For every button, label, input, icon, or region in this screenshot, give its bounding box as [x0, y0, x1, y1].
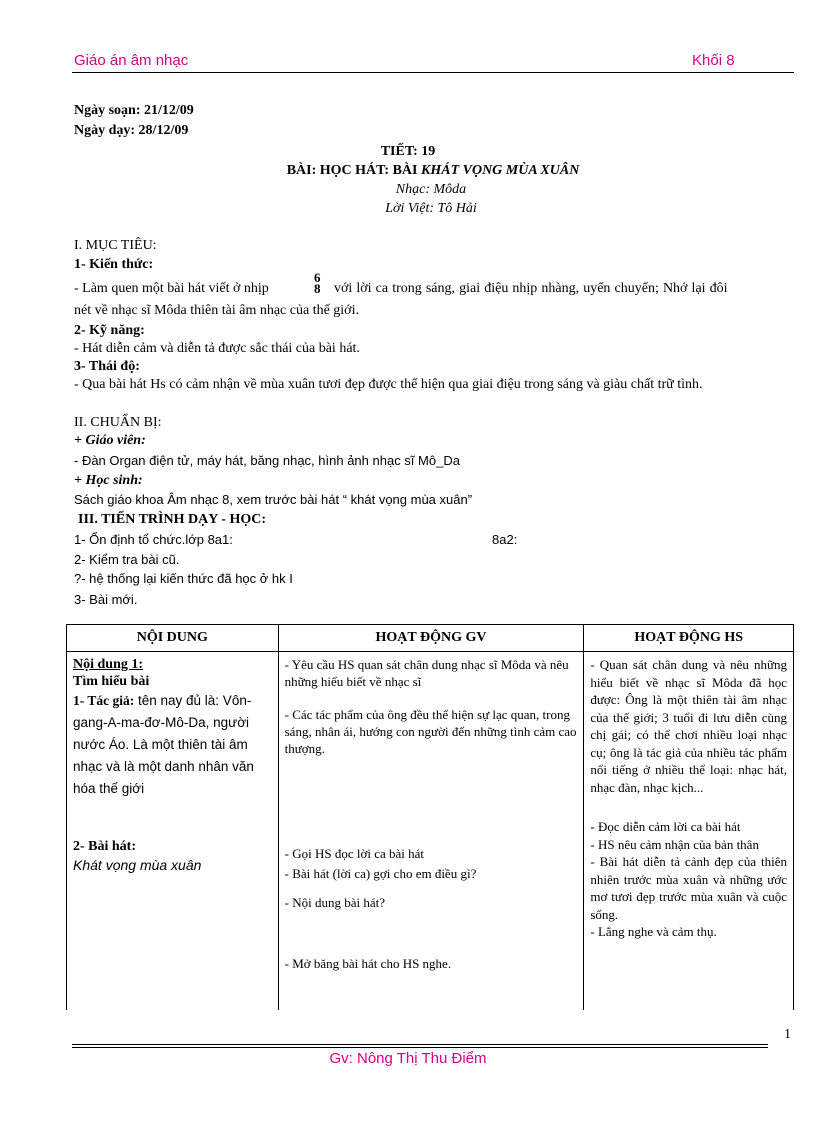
teacher-heading: + Giáo viên: — [74, 433, 146, 448]
teacher-text: - Đàn Organ điện tử, máy hát, băng nhạc, hình ảnh nhạc sĩ Mô_Da — [74, 453, 460, 468]
content-cell — [67, 652, 279, 1011]
date-taught: Ngày dạy: 28/12/09 — [74, 123, 189, 138]
footer-divider-2 — [72, 1047, 768, 1048]
process-step1: 1- Ổn định tổ chức.lớp 8a1: — [74, 532, 233, 547]
song-name: Khát vọng mùa xuân — [73, 857, 202, 873]
teacher-activity-f: - Mở băng bài hát cho HS nghe. — [284, 956, 452, 971]
date-prepared: Ngày soạn: 21/12/09 — [74, 103, 194, 118]
teacher-activity-e: - Nội dung bài hát? — [284, 895, 385, 910]
content-title: Nội dung 1: — [73, 657, 144, 672]
teacher-activity-a: - Yêu cầu HS quan sát chân dung nhạc sĩ Môda và nêu những hiểu biết về nhạc sĩ — [284, 657, 569, 689]
footer-divider — [72, 1044, 768, 1045]
skills-text: - Hát diễn cảm và diễn tả được sắc thái của bài hát. — [74, 341, 360, 356]
teacher-activity-c: - Gọi HS đọc lời ca bài hát — [284, 846, 424, 861]
teacher-activity-d: - Bài hát (lời ca) gợi cho em điều gì? — [284, 866, 477, 881]
author-text: tên nay đủ là: Vôn-gang-A-ma-đơ-Mô-Da, người nước Áo. Là một thiên tài âm nhạc và là một danh nhân văn hóa thế giới — [73, 693, 254, 796]
table-header-row — [67, 625, 794, 652]
lesson-table — [66, 624, 794, 1010]
header-student-activity: HOẠT ĐỘNG HS — [584, 625, 794, 652]
student-activity-e: - Lắng nghe và cảm thụ. — [590, 924, 717, 939]
knowledge-heading: 1- Kiến thức: — [74, 257, 154, 272]
time-signature-bottom: 8 — [314, 281, 321, 296]
process-step2b: ?- hệ thống lại kiến thức đã học ở hk I — [74, 571, 293, 586]
student-heading: + Học sinh: — [74, 473, 143, 488]
lesson-prefix: BÀI: HỌC HÁT: BÀI — [286, 163, 421, 178]
student-activity-cell — [584, 652, 794, 1011]
song-title: KHÁT VỌNG MÙA XUÂN — [421, 163, 580, 178]
header-left: Giáo án âm nhạc — [74, 52, 189, 69]
page-number: 1 — [784, 1027, 791, 1042]
content-subtitle: Tìm hiểu bài — [73, 674, 150, 689]
author-paragraph — [73, 690, 272, 800]
header-teacher-activity: HOẠT ĐỘNG GV — [278, 625, 584, 652]
time-signature-top: 6 — [314, 270, 321, 285]
student-text: Sách giáo khoa Âm nhạc 8, xem trước bài hát “ khát vọng mùa xuân” — [74, 492, 473, 507]
process-step1-class2: 8a2: — [492, 532, 518, 547]
knowledge-text-c: nét về nhạc sĩ Môda thiên tài âm nhạc của thế giới. — [74, 303, 359, 318]
process-heading: III. TIẾN TRÌNH DẠY - HỌC: — [78, 512, 266, 527]
song-label: 2- Bài hát: — [73, 839, 136, 854]
knowledge-text-b: với lời ca trong sáng, giai điệu nhịp nhàng, uyển chuyển; Nhớ lại đôi — [334, 281, 728, 296]
preparation-heading: II. CHUẨN BỊ: — [74, 415, 162, 430]
time-signature — [314, 272, 321, 294]
student-activity-a: - Quan sát chân dung và nêu những hiểu biết về nhạc sĩ Môda đã học được: Ông là một thiên tài âm nhạc của thế giới; 3 tuổi đi lưu diễn cùng chị gái; có thể chơi nhiều loại nhạc cụ; ông là tác giả của nhiều tác phẩm nổi tiếng ở nhiều thể loại: nhạc hát, nhạc đàn, nhạc kịch... — [590, 657, 787, 795]
student-activity-b: - Đọc diễn cảm lời ca bài hát — [590, 819, 741, 834]
knowledge-text-a: - Làm quen một bài hát viết ở nhịp — [74, 281, 269, 296]
objectives-heading: I. MỤC TIÊU: — [74, 238, 157, 253]
attitude-text: - Qua bài hát Hs có cảm nhận về mùa xuân tươi đẹp được thể hiện qua giai điệu trong sáng và giàu chất trữ tình. — [74, 377, 703, 392]
process-step3: 3- Bài mới. — [74, 592, 138, 607]
skills-heading: 2- Kỹ năng: — [74, 323, 145, 338]
header-content: NỘI DUNG — [67, 625, 279, 652]
attitude-heading: 3- Thái độ: — [74, 359, 140, 374]
music-credit: Nhạc: Môda — [395, 182, 467, 197]
lesson-title — [0, 162, 816, 179]
teacher-activity-b: - Các tác phẩm của ông đều thể hiện sự lạc quan, trong sáng, nhân ái, hướng con người đến những tình cảm cao thượng. — [284, 707, 577, 756]
period-title: TIẾT: 19 — [380, 144, 436, 159]
footer-teacher: Gv: Nông Thị Thu Điểm — [329, 1050, 487, 1067]
author-label: 1- Tác giả: — [73, 693, 135, 708]
header-right: Khối 8 — [692, 52, 735, 69]
process-step2: 2- Kiểm tra bài cũ. — [74, 552, 180, 567]
lyrics-credit: Lời Việt: Tô Hải — [385, 201, 477, 216]
header-divider — [72, 72, 794, 73]
student-activity-d: - Bài hát diễn tả cảnh đẹp của thiên nhiên trước mùa xuân và những ước mơ tươi đẹp trước mùa xuân và cuộc sống. — [590, 854, 787, 922]
student-activity-c: - HS nêu cảm nhận của bản thân — [590, 836, 759, 852]
teacher-activity-cell — [278, 652, 584, 1011]
table-row — [67, 652, 794, 1011]
